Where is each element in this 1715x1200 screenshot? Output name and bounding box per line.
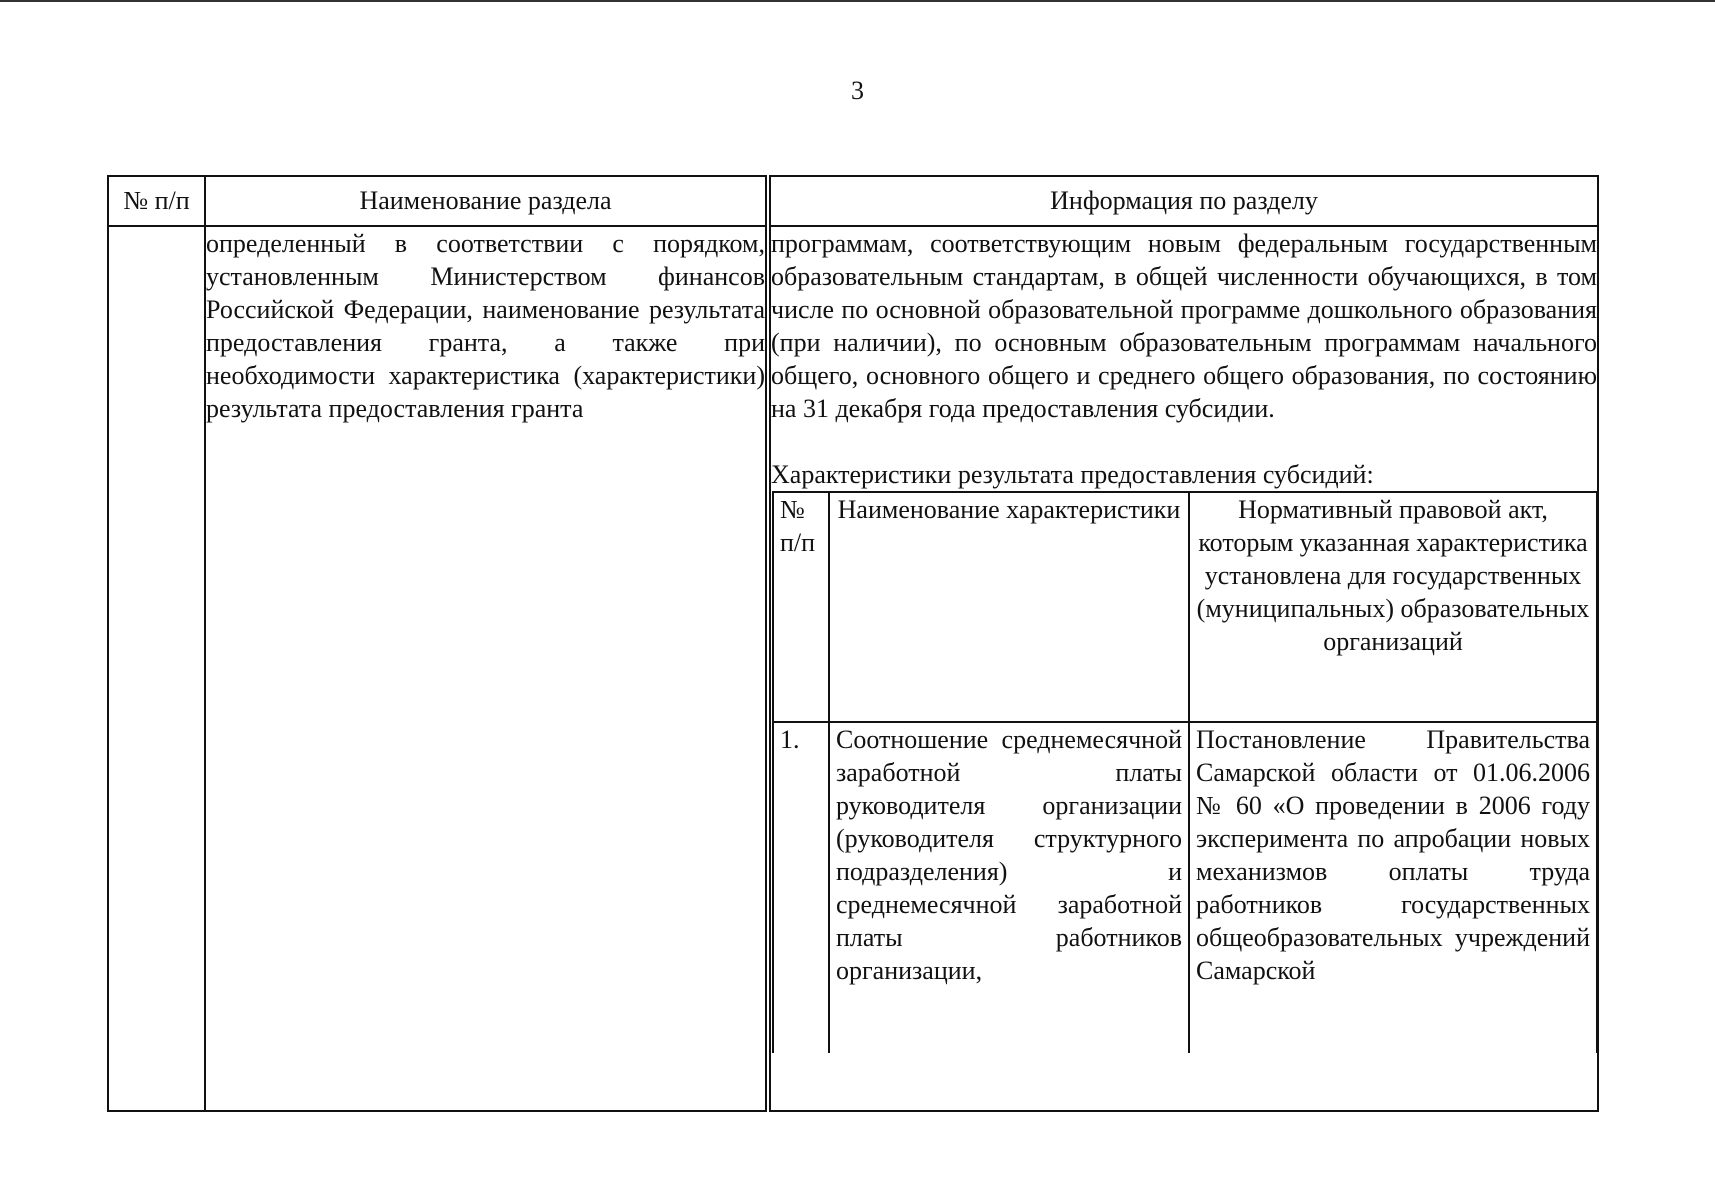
row-section-info-cell [768, 226, 1598, 1111]
page-number: 3 [851, 76, 864, 105]
characteristics-table [772, 491, 1598, 1053]
row-section-name-text: определенный в соответствии с порядком, установленным Министерством финансов Российской Федерации, наименование результата предоставления гранта, а также при необходимости характеристика (характеристики) результата предоставления гранта [206, 229, 765, 423]
top-border-line [0, 0, 1715, 2]
row-section-name-cell [205, 226, 768, 1111]
header-section-info: Информация по разделу [768, 176, 1598, 226]
main-table-header-row [108, 176, 1598, 226]
characteristics-header-act: Нормативный правовой акт, которым указанная характеристика установлена для государственных (муниципальных) образовательных организаций [1189, 492, 1597, 722]
characteristics-caption: Характеристики результата предоставления субсидий: [771, 460, 1374, 489]
characteristics-header-row [773, 492, 1597, 722]
main-table-row [108, 226, 1598, 1111]
row-num-cell [108, 226, 205, 1111]
row-section-info-text: программам, соответствующим новым федеральным государственным образовательным стандартам, в общей численности обучающихся, в том числе по основной образовательной программе дошкольного образования (при наличии), по основным образовательным программам начального общего, основного общего и среднего общего образования, по состоянию на 31 декабря года предоставления субсидии. [771, 229, 1597, 423]
main-table [107, 175, 1599, 1112]
characteristics-row-num: 1. [773, 722, 829, 1053]
characteristics-row [773, 722, 1597, 1053]
characteristics-row-name: Соотношение среднемесячной заработной платы руководителя организации (руководителя структурного подразделения) и среднемесячной заработной платы работников организации, [829, 722, 1189, 1053]
header-section-name: Наименование раздела [205, 176, 768, 226]
characteristics-header-name: Наименование характеристики [829, 492, 1189, 722]
characteristics-header-num: № п/п [773, 492, 829, 722]
characteristics-row-act: Постановление Правительства Самарской области от 01.06.2006 № 60 «О проведении в 2006 году эксперимента по апробации новых механизмов оплаты труда работников государственных общеобразовательных учреждений Самарской [1189, 722, 1597, 1053]
header-num: № п/п [108, 176, 205, 226]
